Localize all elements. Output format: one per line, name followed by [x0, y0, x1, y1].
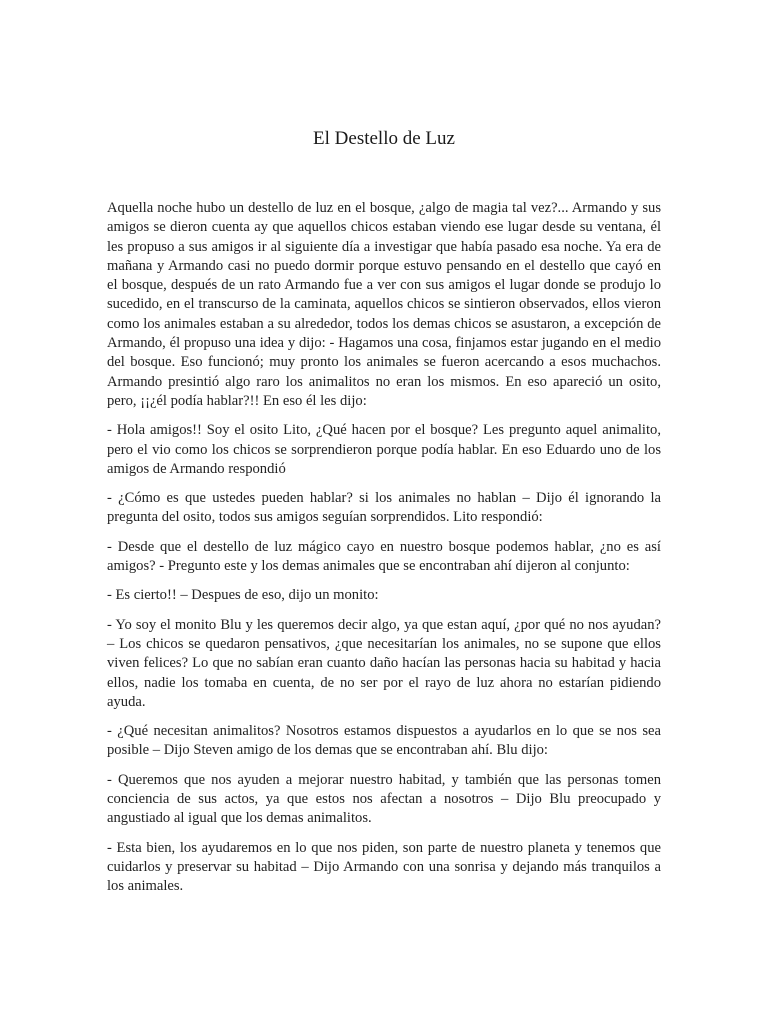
document-title: El Destello de Luz	[313, 128, 455, 149]
paragraph: - Es cierto!! – Despues de eso, dijo un monito:	[107, 587, 379, 604]
paragraph: - Esta bien, los ayudaremos en lo que nos piden, son parte de nuestro planeta y tenemos que cuidarlos y preservar su habitad – Dijo Armando con una sonrisa y dejando más tranquilos a los animales.	[107, 839, 661, 895]
paragraph: Aquella noche hubo un destello de luz en el bosque, ¿algo de magia tal vez?... Armando y sus amigos se dieron cuenta ay que aquellos chicos estaban viendo ese lugar desde su ventana, él les propuso a sus amigos ir al siguiente día a investigar que había pasado esa noche. Ya era de mañana y Armando casi no puedo dormir porque estuvo pensando en el destello que cayó en el bosque, después de un rato Armando fue a ver con sus amigos el lugar donde se produjo lo sucedido, en el transcurso de la caminata, aquellos chicos se sintieron observados, ellos vieron como los animales estaban a su alrededor, todos los demas chicos se asustaron, a excepción de Armando, él propuso una idea y dijo: - Hagamos una cosa, finjamos estar jugando en el medio del bosque. Eso funcionó; muy pronto los animales se fueron acercando a esos muchachos. Armando presintió algo raro los animalitos no eran los mismos. En eso apareció un osito, pero, ¡¡¿él podía hablar?!! En eso él les dijo:	[107, 200, 661, 409]
paragraph: - Yo soy el monito Blu y les queremos decir algo, ya que estan aquí, ¿por qué no nos ayudan? – Los chicos se quedaron pensativos, ¿que necesitarían los animales, no se supone que ellos viven felices? Lo que no sabían eran cuanto daño hacían las personas hacia su habitad y hacia ellos, nadie los tomaba en cuenta, de no ser por el rayo de luz ahora no estarían pidiendo ayuda.	[107, 616, 661, 710]
paragraph: - Desde que el destello de luz mágico cayo en nuestro bosque podemos hablar, ¿no es así amigos? - Pregunto este y los demas animales que se encontraban ahí dijeron al conjunto:	[107, 538, 661, 575]
paragraph: - Queremos que nos ayuden a mejorar nuestro habitad, y también que las personas tomen conciencia de sus actos, ya que estos nos afectan a nosotros – Dijo Blu preocupado y angustiado al igual que los demas animalitos.	[107, 771, 661, 827]
paragraph: - ¿Qué necesitan animalitos? Nosotros estamos dispuestos a ayudarlos en lo que se nos sea posible – Dijo Steven amigo de los demas que se encontraban ahí. Blu dijo:	[107, 723, 661, 759]
document-body	[107, 199, 661, 907]
paragraph: - ¿Cómo es que ustedes pueden hablar? si los animales no hablan – Dijo él ignorando la pregunta del osito, todos sus amigos seguían sorprendidos. Lito respondió:	[107, 490, 661, 526]
paragraph: - Hola amigos!! Soy el osito Lito, ¿Qué hacen por el bosque? Les pregunto aquel animalito, pero el vio como los chicos se sorprendieron porque podía hablar. En eso Eduardo uno de los amigos de Armando respondió	[107, 422, 661, 477]
